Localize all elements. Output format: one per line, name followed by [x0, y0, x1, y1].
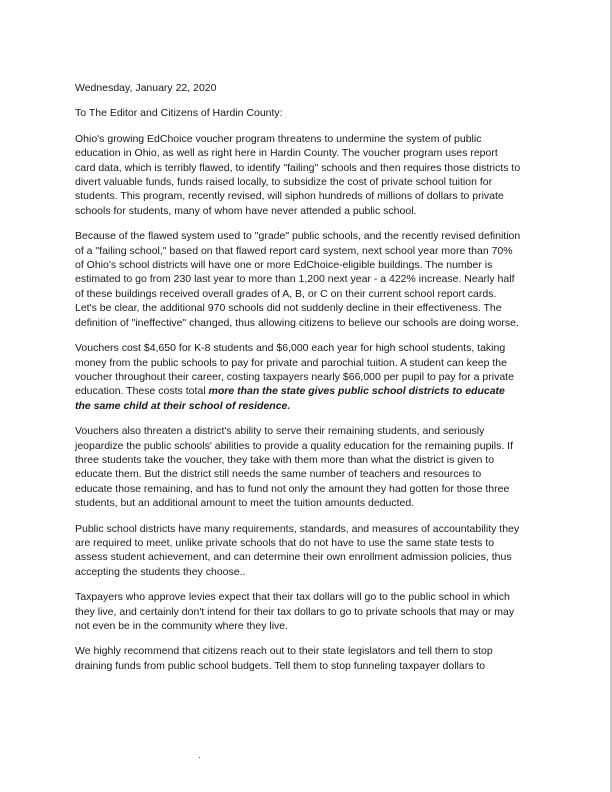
- paragraph-taxpayers: [75, 590, 535, 633]
- letter-date: Wednesday, January 22, 2020: [75, 82, 217, 94]
- text-line: We highly recommend that citizens reach out to their state legislators and tell them to stop: [75, 645, 493, 658]
- spacer: [75, 330, 535, 341]
- text-line: students. This program, recently revised, will siphon hundreds of millions of dollars to private: [75, 190, 504, 203]
- text-line: three students take the voucher, they take with them more than what the district is given to: [75, 453, 495, 466]
- emphasized-text: more than the state gives public school districts to educate: [208, 385, 505, 398]
- text-line: voucher throughout their career, costing taxpayers nearly $66,000 per pupil to pay for a private: [75, 370, 514, 383]
- text-line: divert valuable funds, funds raised locally, to subsidize the cost of private school tuition for: [75, 176, 493, 189]
- text-plain: education. These costs total: [75, 385, 209, 398]
- text-line: of these buildings received overall grades of A, B, or C on their current school report cards.: [75, 287, 497, 300]
- emphasized-text-line: the same child at their school of residence.: [75, 399, 291, 412]
- spacer: [75, 121, 535, 132]
- text-line: Let's be clear, the additional 970 schools did not suddenly decline in their effectiveness. The: [75, 302, 502, 315]
- text-line: Public school districts have many requirements, standards, and measures of accountability they: [75, 522, 520, 535]
- spacer: [75, 218, 535, 229]
- spacer: [75, 579, 535, 590]
- text-line: Because of the flawed system used to "grade" public schools, and the recently revised definition: [75, 230, 521, 243]
- text-line: of a "failing school," based on that flawed report card system, next school year more than 70%: [75, 244, 513, 257]
- text-line: estimated to go from 230 last year to more than 1,200 next year - a 422% increase. Nearly half: [75, 273, 515, 286]
- text-line: jeopardize the public schools' abilities to provide a quality education for the remaining pupils. If: [75, 439, 514, 452]
- letter-salutation: To The Editor and Citizens of Hardin County:: [75, 107, 283, 120]
- paragraph-recommendation: [75, 644, 535, 673]
- paragraph-voucher-cost: [75, 341, 535, 413]
- text-line: draining funds from public school budgets. Tell them to stop funneling taxpayer dollars to: [75, 659, 486, 672]
- text-line: of Ohio's school districts will have one or more EdChoice-eligible buildings. The number is: [75, 259, 493, 272]
- spacer: [75, 633, 535, 644]
- text-line: students, but an additional amount to meet the tuition amounts deducted.: [75, 497, 415, 510]
- spacer: [75, 413, 535, 424]
- text-line: card data, which is terribly flawed, to identify "failing" schools and then requires those districts to: [75, 161, 521, 174]
- text-line: are required to meet, unlike private schools that do not have to use the same state tests to: [75, 536, 495, 549]
- text-line: Vouchers also threaten a district's ability to serve their remaining students, and seriously: [75, 425, 485, 438]
- text-line: educate them. But the district still needs the same number of teachers and resources to: [75, 468, 482, 481]
- spacer: [75, 95, 535, 106]
- text-line: [75, 384, 535, 398]
- paragraph-district-ability: [75, 424, 535, 510]
- scan-speck: [199, 757, 200, 758]
- text-line: Taxpayers who approve levies expect that their tax dollars will go to the public school in which: [75, 591, 510, 604]
- paragraph-edchoice-threat: [75, 132, 535, 218]
- text-line: educate those remaining, and has to fund not only the amount they had gotten for those three: [75, 482, 510, 495]
- paragraph-flawed-grading: [75, 229, 535, 330]
- text-line: definition of "ineffective" changed, thus allowing citizens to believe our schools are doing worse.: [75, 316, 519, 329]
- paragraph-accountability: [75, 522, 535, 580]
- text-line: they live, and certainly don't intend for their tax dollars to go to private schools that may or may: [75, 605, 515, 618]
- text-line: Ohio's growing EdChoice voucher program threatens to undermine the system of public: [75, 132, 482, 145]
- text-line: assess student achievement, and can determine their own enrollment admission policies, thus: [75, 551, 512, 564]
- text-line: not even be in the community where they live.: [75, 620, 289, 632]
- text-line: Vouchers cost $4,650 for K-8 students and $6,000 each year for high school students, taking: [75, 342, 506, 355]
- text-line: accepting the students they choose..: [75, 565, 246, 578]
- text-line: schools for students, many of whom have never attended a public school.: [75, 204, 417, 217]
- letter-body: [75, 81, 535, 673]
- spacer: [75, 511, 535, 522]
- text-line: money from the public schools to pay for private and parochial tuition. A student can keep the: [75, 356, 507, 369]
- text-line: education in Ohio, as well as right here in Hardin County. The voucher program uses report: [75, 147, 498, 160]
